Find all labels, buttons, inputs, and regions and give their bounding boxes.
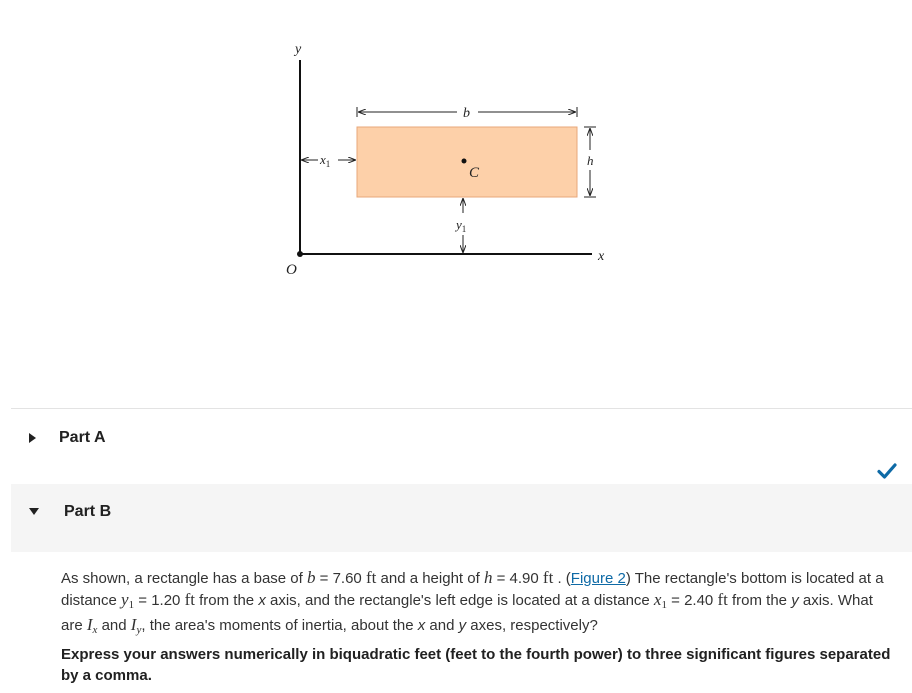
checkmark-icon <box>877 462 897 480</box>
part-a-label: Part A <box>59 429 106 446</box>
y-axis-label: y <box>295 42 302 57</box>
x-axis-label: x <box>598 249 605 264</box>
figure-2-link[interactable]: Figure 2 <box>570 570 626 587</box>
origin-dot <box>297 251 303 257</box>
section-divider <box>11 408 912 409</box>
shaded-rectangle <box>357 127 577 197</box>
part-a-header[interactable] <box>11 420 912 456</box>
h-label: h <box>587 153 594 168</box>
centroid-dot <box>462 159 467 164</box>
y1-label: $y_1$ <box>456 217 467 234</box>
figure-svg <box>0 0 912 300</box>
centroid-label: C <box>469 165 480 181</box>
b-label: b <box>463 106 470 121</box>
caret-down-icon <box>29 508 39 515</box>
question-text: As shown, a rectangle has a base of b = 7.60 ft and a height of h = 4.90 ft . (Figure 2) The rectangle's bottom is located at a distance $y_1 = 1.20$ ft from the x axis, and the rectangle's left edge is located at a distance $x_1 = 2.40$ ft from the y axis. What are $I_x$ and $I_y$, the area's moments of inertia, about the x and y axes, respectively? <box>61 568 884 636</box>
origin-label: O <box>286 262 297 278</box>
rectangle-figure <box>0 0 912 300</box>
answer-instructions: Express your answers numerically in biquadratic feet (feet to the fourth power) to three significant figures separated by a comma. <box>61 646 891 684</box>
part-b-label: Part B <box>64 503 112 520</box>
x1-label: $x_1$ <box>320 152 331 169</box>
part-b-header[interactable] <box>11 484 912 552</box>
caret-right-icon <box>29 433 36 443</box>
